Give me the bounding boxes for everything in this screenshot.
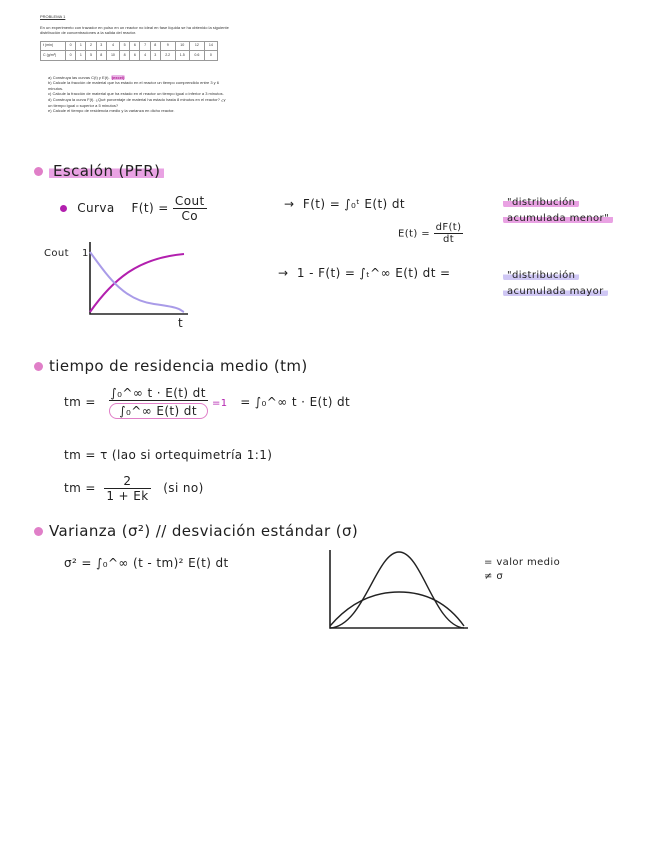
F-integral: → F(t) = ∫₀ᵗ E(t) dt [284, 197, 405, 211]
table-cell: 2.2 [160, 51, 175, 60]
table-cell: 2 [86, 41, 96, 50]
variance-sketch [324, 548, 472, 634]
list-item: a) Construya las curvas C(t) y E(t). (excel) [48, 74, 125, 80]
table-cell: 5 [120, 41, 130, 50]
list-item: b) Calcule la fracción de material que ha estado en el reactor un tiempo comprendido entre 3 y 6 minutos. [48, 80, 220, 91]
list-item: e) Calcule el tiempo de residencia medio y la varianza en dicho reactor. [48, 108, 175, 114]
table-header: C (g/m³) [41, 51, 66, 60]
rising-curve [90, 254, 184, 312]
varianza-side-notes: = valor medio ≠ σ [484, 557, 561, 582]
table-cell: 14 [204, 41, 217, 50]
list-item: d) Construya la curva F(t). ¿Qué porcentaje de material ha estado hasta 8 minutos en el reactor? ¿y un tiempo igual o superior a 5 minutos? [48, 96, 226, 108]
narrow-bell-curve [330, 552, 464, 628]
table-cell: 0.6 [190, 51, 205, 60]
arrow-bullet-icon [34, 362, 43, 371]
wide-bell-curve [330, 592, 464, 626]
varianza-formula: σ² = ∫₀^∞ (t - tm)² E(t) dt [64, 556, 229, 570]
table-cell: 0 [66, 41, 76, 50]
tm-formula: tm = $\frac{\text{∫₀\textasciicircum{}∞ t · E(t) dt}}{\text{∫₀\textasciicircum{}∞ E(t) dt}}$ =1 = ∫₀^∞ t · E(t) dt [64, 386, 351, 418]
escalon-heading: Escalón (PFR) [34, 162, 164, 180]
arrow-bullet-icon [34, 527, 43, 536]
table-header: t (min) [41, 41, 66, 50]
table-cell: 3 [96, 41, 106, 50]
table-cell: 0 [66, 51, 76, 60]
table-cell: 1 [76, 51, 86, 60]
problem-statement: En un experimento con trazador en pulso en un reactor no ideal en fase líquida se ha obtenido la siguiente distribución de concentraciones a la salida del reactor. [40, 24, 229, 36]
table-cell: 7 [140, 41, 150, 50]
table-cell: 10 [175, 41, 190, 50]
graph-xlabel: t [178, 316, 184, 330]
table-cell: 1 [76, 41, 86, 50]
table-cell: 12 [190, 41, 205, 50]
table-cell: 3 [150, 51, 160, 60]
problem-block [40, 14, 230, 114]
problem-title: PROBLEMA 1 [40, 14, 66, 19]
tm-fraction: $\frac{\text{∫₀\textasciicircum{}∞ t · E(t) dt}}{\text{∫₀\textasciicircum{}∞ E(t) dt}}$ [110, 386, 206, 418]
excel-highlight: (excel) [111, 74, 125, 80]
varianza-heading: Varianza (σ²) // desviación estándar (σ) [34, 522, 358, 540]
data-table [40, 41, 218, 61]
table-cell: 8 [96, 51, 106, 60]
equals-one-note: =1 [212, 398, 228, 409]
table-cell: 10 [106, 51, 119, 60]
table-cell: 4 [140, 51, 150, 60]
table-cell: 8 [150, 41, 160, 50]
tm-ek-fraction: $\frac{2}{1 + Ek}$ [106, 474, 149, 503]
desc-menor: "distribución acumulada menor" [503, 195, 613, 227]
question-list [40, 75, 230, 114]
table-cell: 1.5 [175, 51, 190, 60]
table-cell: 4 [106, 41, 119, 50]
dot-bullet-icon [60, 205, 67, 212]
table-row [41, 41, 218, 50]
F-curve-sketch [84, 238, 194, 322]
E-derivative: E(t) = $\frac{dF(t)}{dt}$ [398, 222, 462, 245]
tm-nonideal: tm = $\frac{2}{1 + Ek}$ (si no) [64, 474, 204, 503]
table-cell: 8 [120, 51, 130, 60]
tm-tau: tm = τ (lao si ortequimetría 1:1) [64, 448, 273, 462]
graph-ylabel: Cout [44, 248, 69, 259]
table-cell: 5 [86, 51, 96, 60]
desc-mayor: "distribución acumulada mayor [503, 268, 608, 300]
table-cell: 6 [130, 41, 140, 50]
table-cell: 6 [130, 51, 140, 60]
normalization-circle: ∫₀^∞ E(t) dt [109, 403, 208, 419]
one-minus-F: → 1 - F(t) = ∫ₜ^∞ E(t) dt = [278, 266, 451, 280]
graph-y-one: 1 [82, 248, 89, 259]
cout-fraction: $\frac{\text{Cout}}{Co}$ [174, 194, 205, 223]
dF-dt-fraction: $\frac{dF(t)}{dt}$ [435, 222, 462, 245]
table-cell: 9 [160, 41, 175, 50]
table-cell: 0 [204, 51, 217, 60]
list-item: c) Calcule la fracción de material que ha estado en el reactor un tiempo igual o inferior a 3 minutos. [48, 91, 224, 97]
curve-definition: Curva F(t) = $\frac{\text{Cout}}{Co}$ [60, 194, 207, 223]
table-row [41, 51, 218, 60]
falling-curve [90, 252, 184, 312]
y-axis [90, 242, 188, 314]
arrow-bullet-icon [34, 167, 43, 176]
tm-heading: tiempo de residencia medio (tm) [34, 357, 308, 375]
